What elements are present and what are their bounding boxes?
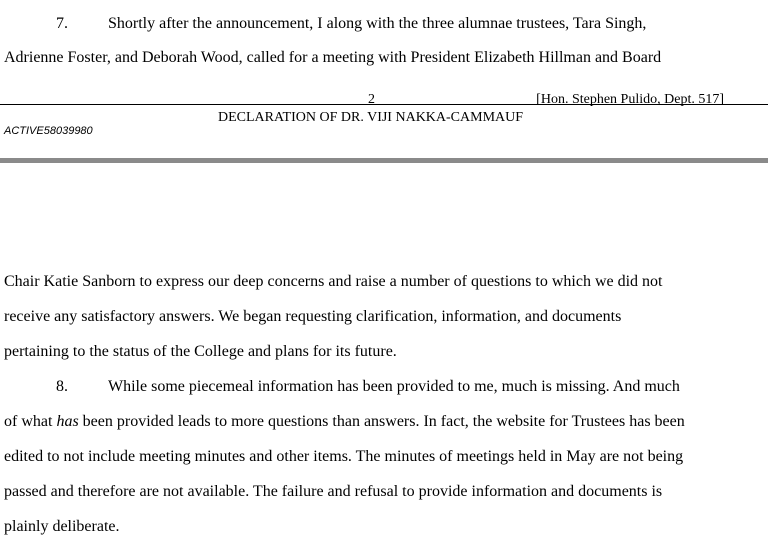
paragraph-8-line-2: [4, 412, 685, 432]
body-line: plainly deliberate.: [4, 518, 120, 535]
paragraph-7-line-2: Adrienne Foster, and Deborah Wood, called for a meeting with President Elizabeth Hillman and Board: [4, 49, 662, 66]
body-line: receive any satisfactory answers. We began requesting clarification, information, and documents: [4, 308, 622, 325]
footer-rule: [0, 104, 768, 105]
judge-caption: [Hon. Stephen Pulido, Dept. 517]: [536, 92, 724, 107]
body-line: edited to not include meeting minutes and other items. The minutes of meetings held in May are not being: [4, 448, 684, 465]
paragraph-7-line-1: [56, 14, 646, 34]
page-break-separator: [0, 158, 768, 163]
document-id: ACTIVE58039980: [4, 125, 93, 137]
paragraph-8-number: 8.: [56, 378, 68, 395]
paragraph-7-text: Shortly after the announcement, I along with the three alumnae trustees, Tara Singh,: [108, 15, 647, 32]
paragraph-8-line-2-post: been provided leads to more questions than answers. In fact, the website for Trustees has been: [78, 413, 685, 430]
paragraph-8-line-2-emphasis: has: [56, 413, 79, 430]
body-line: Chair Katie Sanborn to express our deep concerns and raise a number of questions to which we did not: [4, 273, 663, 290]
body-line: passed and therefore are not available. The failure and refusal to provide information and documents is: [4, 483, 663, 500]
body-line: pertaining to the status of the College and plans for its future.: [4, 343, 397, 360]
paragraph-7-number: 7.: [56, 15, 68, 32]
declaration-title: DECLARATION OF DR. VIJI NAKKA-CAMMAUF: [218, 110, 524, 125]
paragraph-8-text: While some piecemeal information has been provided to me, much is missing. And much: [108, 378, 680, 395]
page-number: 2: [368, 92, 375, 107]
paragraph-8-line-2-pre: of what: [4, 413, 57, 430]
paragraph-8-line-1: [56, 377, 680, 397]
